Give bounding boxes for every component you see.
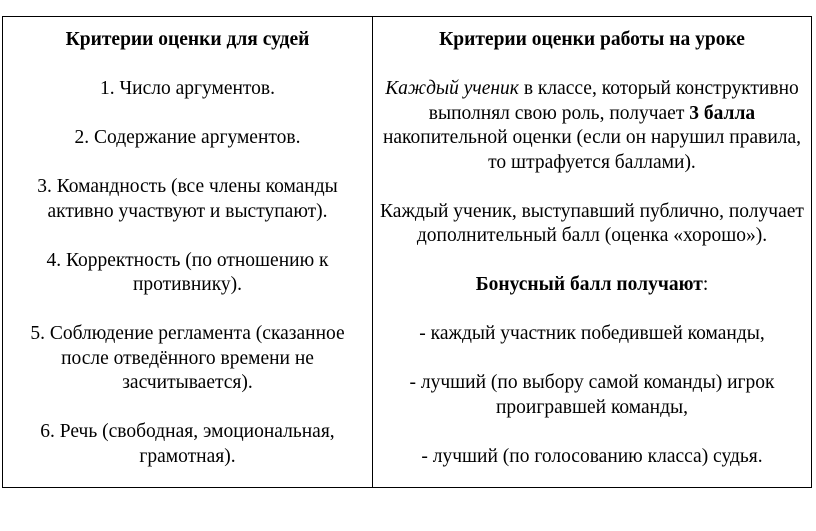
judges-criteria-header: Критерии оценки для судей: [65, 29, 310, 50]
role-points-paragraph: [379, 77, 805, 175]
lesson-criteria-column: [373, 17, 811, 487]
criterion-item-6: 6. Речь (свободная, эмоциональная, грамотная).: [40, 421, 335, 467]
criteria-table: [2, 16, 812, 488]
criterion-item-5: 5. Соблюдение регламента (сказанное после отведённого времени не засчитывается).: [30, 323, 345, 393]
bonus-colon: :: [702, 274, 709, 295]
judges-criteria-column: [3, 17, 373, 487]
each-student-phrase: Каждый ученик: [385, 78, 519, 99]
bonus-item-1: - каждый участник победившей команды,: [419, 323, 765, 344]
bonus-item-3: - лучший (по голосованию класса) судья.: [421, 445, 763, 467]
role-points-text-1: в классе, который конструктивно выполнял свою роль, получает: [428, 78, 799, 124]
criterion-item-2: 2. Содержание аргументов.: [74, 127, 301, 148]
lesson-criteria-header: Критерии оценки работы на уроке: [439, 29, 745, 50]
three-points-phrase: 3 балла: [689, 102, 756, 124]
role-points-text-2: накопительной оценки (если он нарушил правила, то штрафуется баллами).: [382, 127, 802, 173]
public-speaking-paragraph: Каждый ученик, выступавший публично, получает дополнительный балл (оценка «хорошо»).: [380, 200, 804, 246]
bonus-label: Бонусный балл получают: [475, 274, 703, 295]
criterion-item-4: 4. Корректность (по отношению к противнику).: [46, 249, 329, 295]
criterion-item-3: 3. Командность (все члены команды активно участвуют и выступают).: [37, 176, 338, 222]
bonus-heading: [379, 273, 805, 298]
criterion-item-1: 1. Число аргументов.: [99, 78, 276, 99]
bonus-item-2: - лучший (по выбору самой команды) игрок проигравшей команды,: [409, 372, 775, 418]
